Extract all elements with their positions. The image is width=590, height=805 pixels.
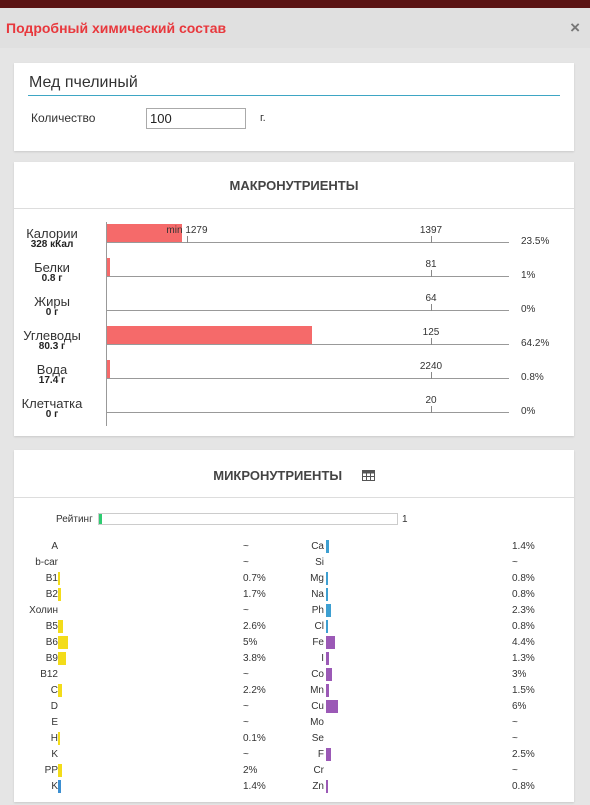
macro-row bbox=[14, 392, 574, 426]
macro-baseline bbox=[107, 310, 509, 311]
macro-norm-tick bbox=[431, 338, 432, 345]
micro-percent: 0.8% bbox=[512, 573, 535, 584]
macro-baseline bbox=[107, 276, 509, 277]
macro-percent: 0.8% bbox=[521, 372, 544, 383]
micro-bar bbox=[326, 636, 335, 649]
macro-norm-value: 64 bbox=[425, 293, 437, 304]
macro-bar bbox=[107, 360, 110, 378]
micro-bar bbox=[326, 540, 329, 553]
micro-percent: 4.4% bbox=[512, 637, 535, 648]
micro-bar bbox=[58, 620, 63, 633]
macro-min-value: min 1279 bbox=[166, 225, 208, 236]
macro-amount: 80.3 г bbox=[38, 341, 66, 352]
micronutrients-header bbox=[14, 468, 574, 483]
macro-baseline bbox=[107, 412, 509, 413]
macro-norm-value: 20 bbox=[425, 395, 437, 406]
macro-percent: 23.5% bbox=[521, 236, 550, 247]
micro-bar bbox=[326, 684, 329, 697]
micro-name: B12 bbox=[40, 669, 58, 680]
micro-name: Ca bbox=[311, 541, 324, 552]
macro-name: Калории bbox=[26, 226, 78, 241]
macro-row bbox=[14, 290, 574, 324]
macro-min-tick bbox=[187, 236, 188, 243]
micro-bar bbox=[326, 572, 328, 585]
micro-bar bbox=[58, 572, 60, 585]
macro-amount: 0.8 г bbox=[41, 273, 63, 284]
micro-percent: 0.8% bbox=[512, 621, 535, 632]
macro-bar bbox=[107, 326, 312, 344]
micro-name: K bbox=[51, 749, 58, 760]
micro-row bbox=[14, 747, 574, 763]
macro-norm-tick bbox=[431, 270, 432, 277]
macro-norm-tick bbox=[431, 372, 432, 379]
macronutrients-title: МАКРОНУТРИЕНТЫ bbox=[229, 178, 359, 193]
macro-amount: 0 г bbox=[45, 307, 59, 318]
micro-percent: ~ bbox=[243, 717, 249, 728]
micro-percent: 0.1% bbox=[243, 733, 266, 744]
food-name: Мед пчелиный bbox=[29, 74, 138, 91]
micro-name: Fe bbox=[312, 637, 324, 648]
micro-bar bbox=[326, 620, 328, 633]
micro-name: E bbox=[51, 717, 58, 728]
micro-name: Mo bbox=[310, 717, 324, 728]
micro-name: Co bbox=[311, 669, 324, 680]
micro-bar bbox=[326, 668, 332, 681]
micro-name: Холин bbox=[29, 605, 58, 616]
micro-row bbox=[14, 603, 574, 619]
micro-percent: 1.4% bbox=[243, 781, 266, 792]
table-icon[interactable] bbox=[362, 470, 375, 481]
quantity-input[interactable] bbox=[146, 108, 246, 129]
micro-bar bbox=[58, 636, 68, 649]
micro-percent: 5% bbox=[243, 637, 258, 648]
macro-baseline bbox=[107, 344, 509, 345]
micro-row bbox=[14, 555, 574, 571]
micro-name: b-car bbox=[35, 557, 58, 568]
micro-bar bbox=[58, 780, 61, 793]
micro-bar bbox=[58, 588, 61, 601]
micro-percent: 3.8% bbox=[243, 653, 266, 664]
micro-row bbox=[14, 587, 574, 603]
macro-name: Углеводы bbox=[23, 328, 81, 343]
micro-row bbox=[14, 635, 574, 651]
micro-name: Ph bbox=[311, 605, 324, 616]
micro-row bbox=[14, 763, 574, 779]
micro-name: Na bbox=[311, 589, 324, 600]
micro-name: Mn bbox=[310, 685, 324, 696]
micro-row bbox=[14, 699, 574, 715]
macro-name: Вода bbox=[36, 362, 68, 377]
macronutrients-divider bbox=[14, 208, 574, 209]
micro-percent: 1.7% bbox=[243, 589, 266, 600]
macro-percent: 0% bbox=[521, 406, 536, 417]
micro-name: B5 bbox=[45, 621, 58, 632]
micro-percent: 0.8% bbox=[512, 781, 535, 792]
micro-percent: 2% bbox=[243, 765, 258, 776]
micro-percent: ~ bbox=[512, 733, 518, 744]
macro-amount: 17.4 г bbox=[38, 375, 66, 386]
micro-name: A bbox=[51, 541, 58, 552]
food-card bbox=[14, 63, 574, 151]
macro-name: Белки bbox=[34, 260, 70, 275]
micro-percent: ~ bbox=[243, 669, 249, 680]
micro-name: Mg bbox=[310, 573, 324, 584]
macro-name: Жиры bbox=[34, 294, 70, 309]
micro-percent: 2.2% bbox=[243, 685, 266, 696]
close-icon[interactable]: × bbox=[570, 18, 580, 37]
macro-percent: 1% bbox=[521, 270, 536, 281]
micro-bar bbox=[326, 700, 338, 713]
micro-row bbox=[14, 779, 574, 795]
macro-row bbox=[14, 358, 574, 392]
micro-name: B2 bbox=[45, 589, 58, 600]
micro-name: K bbox=[51, 781, 58, 792]
micro-bar bbox=[326, 652, 329, 665]
top-accent-bar bbox=[0, 0, 590, 8]
micro-bar bbox=[326, 748, 331, 761]
micro-percent: ~ bbox=[243, 557, 249, 568]
macro-norm-value: 81 bbox=[425, 259, 437, 270]
micro-percent: ~ bbox=[243, 541, 249, 552]
micro-name: B1 bbox=[45, 573, 58, 584]
micro-bar bbox=[326, 588, 328, 601]
rating-label: Рейтинг bbox=[56, 514, 93, 525]
micro-row bbox=[14, 619, 574, 635]
micronutrients-card bbox=[14, 450, 574, 802]
macro-baseline bbox=[107, 242, 509, 243]
macro-baseline bbox=[107, 378, 509, 379]
macro-norm-tick bbox=[431, 236, 432, 243]
micro-row bbox=[14, 539, 574, 555]
micro-percent: 2.6% bbox=[243, 621, 266, 632]
micro-name: Cl bbox=[314, 621, 324, 632]
micro-row bbox=[14, 667, 574, 683]
micro-bar bbox=[58, 764, 62, 777]
micro-row bbox=[14, 715, 574, 731]
micro-percent: 0.7% bbox=[243, 573, 266, 584]
micronutrients-title: МИКРОНУТРИЕНТЫ bbox=[213, 468, 343, 483]
micro-row bbox=[14, 683, 574, 699]
micro-row bbox=[14, 731, 574, 747]
micro-bar bbox=[326, 604, 331, 617]
micro-name: B6 bbox=[45, 637, 58, 648]
micro-bar bbox=[58, 732, 60, 745]
macro-amount: 0 г bbox=[45, 409, 59, 420]
micro-percent: ~ bbox=[512, 717, 518, 728]
quantity-unit: г. bbox=[260, 112, 266, 124]
micro-row bbox=[14, 571, 574, 587]
rating-value: 1 bbox=[402, 514, 408, 525]
macro-percent: 64.2% bbox=[521, 338, 550, 349]
micro-name: C bbox=[50, 685, 58, 696]
macro-row bbox=[14, 222, 574, 256]
macro-row bbox=[14, 324, 574, 358]
macro-norm-tick bbox=[431, 304, 432, 311]
micro-name: H bbox=[50, 733, 58, 744]
macro-percent: 0% bbox=[521, 304, 536, 315]
rating-bar bbox=[98, 513, 398, 525]
micro-row bbox=[14, 651, 574, 667]
micro-percent: ~ bbox=[512, 557, 518, 568]
micro-percent: 3% bbox=[512, 669, 527, 680]
micro-percent: 6% bbox=[512, 701, 527, 712]
micro-percent: ~ bbox=[243, 605, 249, 616]
micro-percent: 2.5% bbox=[512, 749, 535, 760]
macro-bar bbox=[107, 258, 110, 276]
micro-percent: ~ bbox=[512, 765, 518, 776]
macro-norm-tick bbox=[431, 406, 432, 413]
micro-percent: 1.4% bbox=[512, 541, 535, 552]
micro-name: I bbox=[321, 653, 324, 664]
macro-name: Клетчатка bbox=[21, 396, 83, 411]
macro-row bbox=[14, 256, 574, 290]
micro-percent: ~ bbox=[243, 701, 249, 712]
micro-percent: 0.8% bbox=[512, 589, 535, 600]
quantity-label: Количество bbox=[31, 111, 96, 125]
micro-bar bbox=[58, 684, 62, 697]
micro-name: Se bbox=[311, 733, 324, 744]
macronutrients-card bbox=[14, 162, 574, 436]
micronutrients-divider bbox=[14, 497, 574, 498]
micro-name: Cr bbox=[313, 765, 324, 776]
micro-name: Zn bbox=[312, 781, 324, 792]
micro-name: PP bbox=[44, 765, 58, 776]
micro-percent: 1.5% bbox=[512, 685, 535, 696]
micro-bar bbox=[326, 780, 328, 793]
macro-norm-value: 2240 bbox=[419, 361, 443, 372]
macro-norm-value: 125 bbox=[422, 327, 440, 338]
micro-name: D bbox=[50, 701, 58, 712]
micro-name: B9 bbox=[45, 653, 58, 664]
food-name-underline bbox=[28, 95, 560, 96]
micro-name: F bbox=[317, 749, 324, 760]
micro-percent: 2.3% bbox=[512, 605, 535, 616]
micro-percent: ~ bbox=[243, 749, 249, 760]
rating-fill bbox=[99, 514, 102, 524]
macro-norm-value: 1397 bbox=[419, 225, 443, 236]
dialog-title: Подробный химический состав bbox=[6, 20, 227, 36]
dialog-header bbox=[0, 8, 590, 48]
micro-name: Si bbox=[315, 557, 324, 568]
micro-name: Cu bbox=[311, 701, 324, 712]
macro-amount: 328 кКал bbox=[30, 239, 74, 250]
micro-bar bbox=[58, 652, 66, 665]
micro-percent: 1.3% bbox=[512, 653, 535, 664]
